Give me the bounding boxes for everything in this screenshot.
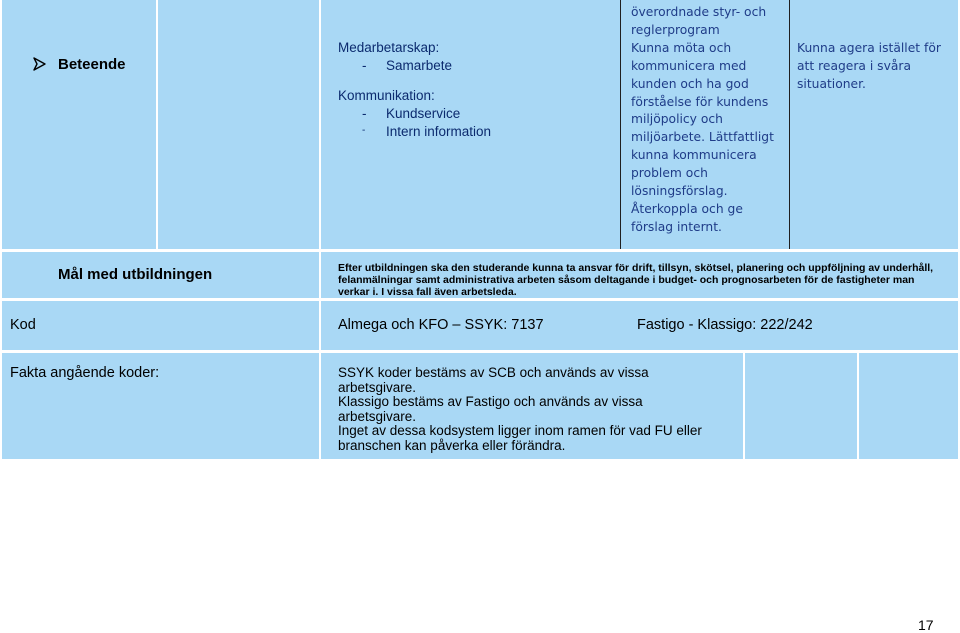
- col3-line: Kunna agera istället för: [797, 41, 941, 55]
- fakta-line: Klassigo bestäms av Fastigo och används av vissa: [338, 394, 643, 410]
- fakta-line: arbetsgivare.: [338, 379, 417, 395]
- col2-line: överordnade styr- och: [631, 5, 767, 19]
- col2-line: kommunicera med: [631, 58, 747, 73]
- kod-fastigo: Fastigo - Klassigo: 222/242: [637, 317, 813, 333]
- intern-information-item: Intern information: [386, 124, 492, 139]
- kommunikation-heading: Kommunikation:: [338, 88, 435, 103]
- page-number: 17: [918, 617, 934, 633]
- mal-line: Efter utbildningen ska den studerande kunna ta ansvar för drift, tillsyn, skötsel, planering och uppföljning av underhåll,: [338, 262, 934, 274]
- beteende-label-cell: [2, 0, 156, 249]
- col2-line: lösningsförslag.: [631, 184, 728, 199]
- fakta-label: Fakta angående koder:: [10, 365, 160, 381]
- dash-1: -: [362, 58, 367, 73]
- col2-line: förståelse för kundens: [631, 94, 769, 109]
- col2-line: kunden och ha god: [631, 76, 749, 91]
- fakta-line: arbetsgivare.: [338, 408, 417, 424]
- samarbete-item: Samarbete: [386, 58, 453, 73]
- col2-line: miljöarbete. Lättfattligt: [631, 130, 774, 145]
- beteende-col3-cell: [790, 0, 958, 249]
- fakta-text: [338, 366, 738, 454]
- arrow-bullet-icon: [32, 56, 48, 72]
- col2-line: miljöpolicy och: [631, 112, 723, 127]
- dash-3: -: [362, 125, 366, 136]
- fakta-line: SSYK koder bestäms av SCB och används av vissa: [338, 365, 649, 380]
- fakta-line: branschen kan påverka eller förändra.: [338, 437, 566, 453]
- beteende-col3-text: [797, 40, 957, 94]
- kod-almega: Almega och KFO – SSYK: 7137: [338, 317, 544, 333]
- beteende-label: Beteende: [58, 56, 126, 73]
- col3-line: att reagera i svåra: [797, 58, 911, 73]
- col2-line: reglerprogram: [631, 22, 720, 37]
- mal-line: felanmälningar samt administrativa arbeten såsom deltagande i budget- och prognosarbeten för de fastigheter man: [338, 274, 915, 286]
- medarbetarskap-heading: Medarbetarskap:: [338, 40, 440, 55]
- col3-line: situationer.: [797, 76, 866, 91]
- col2-line: Kunna möta och: [631, 40, 732, 55]
- kod-label: Kod: [10, 317, 36, 333]
- col2-line: Återkoppla och ge: [631, 201, 743, 216]
- dash-2: -: [362, 106, 367, 121]
- col2-line: kunna kommunicera: [631, 148, 757, 163]
- col2-line: problem och: [631, 166, 708, 181]
- kundservice-item: Kundservice: [386, 106, 461, 121]
- beteende-col2-text: [631, 4, 787, 237]
- kod-label-cell: [2, 301, 319, 350]
- fakta-line: Inget av dessa kodsystem ligger inom ramen för vad FU eller: [338, 423, 702, 439]
- mal-text: [338, 262, 956, 298]
- mal-line: verkar i. I vissa fall även arbetsleda.: [338, 286, 517, 298]
- mal-label: Mål med utbildningen: [58, 266, 213, 283]
- col2-line: förslag internt.: [631, 219, 722, 234]
